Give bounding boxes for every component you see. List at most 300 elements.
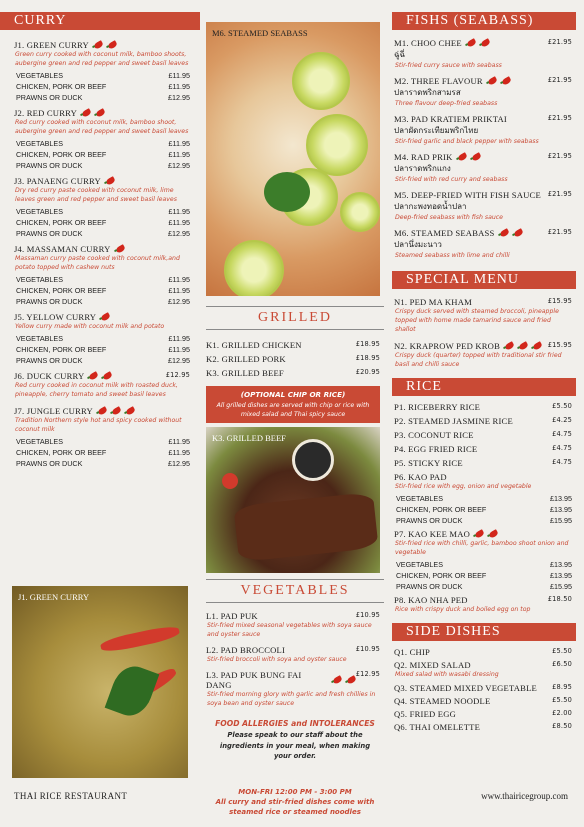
menu-item-name-wrap [394, 228, 523, 238]
grilled-item[interactable] [206, 354, 380, 364]
menu-item-name: P8. KAO NHA PED [394, 594, 468, 605]
menu-item-name-wrap [394, 472, 447, 482]
menu-item-price: £10.95 [355, 645, 380, 654]
menu-item-title-row [394, 696, 572, 706]
menu-item[interactable] [390, 595, 584, 615]
menu-item-description: Stir-fried with red curry and seabass [395, 175, 508, 183]
menu-item-name: N1. PED MA KHAM [394, 296, 472, 307]
chili-icon [466, 38, 477, 48]
menu-option-price: £13.95 [550, 493, 572, 503]
chili-icon [100, 312, 111, 322]
menu-item-title-row [394, 709, 572, 719]
menu-item-title-row [394, 529, 572, 539]
menu-item-name-wrap [206, 611, 258, 621]
menu-option-label: VEGETABLES [16, 274, 64, 284]
menu-item-description: Red curry cooked in coconut milk with roasted duck, pineapple, cherry tomato and sweet basil leaves [15, 381, 178, 398]
menu-item-thai-name: ปลาราดพริกแกง [394, 163, 451, 173]
menu-option-price: £11.95 [168, 81, 190, 91]
menu-item-description: Stir-fried broccoli with soya and oyster sauce [207, 656, 347, 664]
menu-item-name-wrap [206, 645, 285, 655]
menu-item-title-row [394, 402, 572, 412]
menu-option-label: CHICKEN, PORK OR BEEF [16, 447, 107, 457]
menu-item-description: Stir-fried garlic and black pepper with seabass [395, 137, 539, 145]
special-list [390, 297, 584, 370]
menu-item-name-wrap [14, 312, 110, 322]
menu-option-label: PRAWNS OR DUCK [16, 296, 83, 306]
menu-item-title-row [14, 244, 190, 254]
menu-item-description: Stir-fried morning glory with garlic and fresh chillies in soya bean and oyster sauce [207, 691, 376, 708]
menu-option-price: £12.95 [168, 458, 190, 468]
menu-item-name: P6. KAO PAD [394, 471, 447, 482]
chili-icon [95, 108, 106, 118]
opening-hours [200, 787, 390, 817]
menu-item-title-row [394, 430, 572, 440]
grilled-item-name: K3. GRILLED BEEF [206, 368, 284, 378]
menu-option-label: PRAWNS OR DUCK [16, 458, 83, 468]
menu-item-name: Q6. THAI OMELETTE [394, 721, 481, 732]
grilled-item-price: £18.95 [355, 354, 380, 362]
special-heading: SPECIAL MENU [392, 271, 576, 289]
right-column [390, 0, 584, 732]
menu-option-label: PRAWNS OR DUCK [396, 515, 463, 525]
grilled-item-price: £20.95 [355, 368, 380, 376]
grilled-item[interactable] [206, 368, 380, 378]
menu-option-row [394, 560, 572, 569]
menu-item-description: Crispy duck served with steamed broccoli, pineapple topped with home made tamarind sauce and fried shallot [395, 307, 559, 333]
menu-option-price: £11.95 [168, 149, 190, 159]
menu-option-label: VEGETABLES [16, 333, 64, 343]
menu-option-label: PRAWNS OR DUCK [396, 581, 463, 591]
menu-item-name: L1. PAD PUK [206, 611, 258, 622]
menu-item-name-wrap [394, 529, 498, 539]
menu-item-price: £12.95 [165, 370, 190, 379]
menu-item-name-wrap [394, 709, 456, 719]
menu-option-row [14, 297, 190, 306]
menu-item[interactable] [390, 297, 584, 335]
website-link[interactable]: www.thairicegroup.com [481, 791, 568, 801]
menu-item-name: P1. RICEBERRY RICE [394, 401, 481, 412]
menu-item-price: £21.95 [547, 151, 572, 160]
menu-item-name: M6. STEAMED SEABASS [394, 227, 495, 238]
grilled-heading: GRILLED [206, 306, 384, 330]
menu-option-row [14, 82, 190, 91]
menu-option-row [14, 345, 190, 354]
menu-option-label: CHICKEN, PORK OR BEEF [16, 217, 107, 227]
chili-icon [518, 341, 529, 351]
chili-icon [499, 228, 510, 238]
menu-option-price: £11.95 [168, 344, 190, 354]
menu-option-price: £11.95 [168, 285, 190, 295]
menu-item-title-row [394, 444, 572, 454]
menu-item-name: J3. PANAENG CURRY [14, 175, 101, 186]
sides-heading: SIDE DISHES [392, 623, 576, 641]
menu-item-description: Stir-fried curry sauce with seabass [395, 62, 502, 69]
menu-item-description: Red curry cooked with coconut milk, bamboo shoot, aubergine green and red pepper and sweet basil leaves [15, 118, 189, 135]
menu-item-name-wrap [394, 647, 430, 657]
menu-item-description: Dry red curry paste cooked with coconut milk, lime leaves green and red pepper and sweet basil leaves [15, 186, 177, 203]
menu-item-thai-name: ฉู่ฉี่ [394, 50, 405, 59]
menu-item-description: Stir-fried mixed seasonal vegetables with soya sauce and oyster sauce [207, 622, 372, 639]
menu-option-label: VEGETABLES [16, 436, 64, 446]
menu-item-title-row [14, 108, 190, 118]
menu-option-row [14, 459, 190, 468]
menu-item[interactable] [390, 722, 584, 732]
menu-option-row [394, 571, 572, 580]
menu-item-name-wrap [394, 341, 542, 351]
chili-icon [97, 406, 108, 416]
menu-option-label: CHICKEN, PORK OR BEEF [16, 344, 107, 354]
grilled-item-name: K2. GRILLED PORK [206, 354, 286, 364]
menu-item[interactable] [200, 645, 390, 665]
chili-icon [102, 371, 113, 381]
rice-heading: RICE [392, 378, 576, 396]
chili-icon [111, 406, 122, 416]
footer [0, 785, 584, 827]
menu-item-title-row [394, 722, 572, 732]
menu-option-row [394, 582, 572, 591]
menu-item-name-wrap [14, 108, 105, 118]
steamed-seabass-photo [206, 22, 380, 296]
menu-option-price: £11.95 [168, 447, 190, 457]
menu-option-row [14, 437, 190, 446]
menu-option-label: VEGETABLES [16, 138, 64, 148]
grilled-item-name: K1. GRILLED CHICKEN [206, 340, 302, 350]
menu-option-label: CHICKEN, PORK OR BEEF [396, 504, 487, 514]
menu-item-price: £5.50 [552, 695, 572, 704]
menu-item-title-row [394, 114, 572, 124]
menu-item[interactable] [390, 114, 584, 147]
menu-item-price: £8.50 [552, 721, 572, 730]
chili-icon [501, 76, 512, 86]
menu-item-price: £10.95 [355, 611, 380, 620]
menu-item-description: Massaman curry paste cooked with coconut milk,and potato topped with cashew nuts [15, 254, 180, 271]
menu-item-price: £12.95 [355, 670, 380, 679]
menu-item-title-row [394, 152, 572, 162]
menu-item-name-wrap [14, 371, 112, 381]
menu-item-name: Q5. FRIED EGG [394, 708, 457, 719]
menu-item-title-row [394, 683, 572, 693]
menu-item-name: M4. RAD PRIK [394, 151, 453, 162]
menu-item-price: £4.75 [552, 443, 572, 452]
menu-option-price: £12.95 [168, 296, 190, 306]
grilled-note-body: All grilled dishes are served with chip or rice with mixed salad and Thai spicy sauce [216, 401, 370, 419]
menu-item-name: J2. RED CURRY [14, 107, 78, 118]
menu-item-thai-name: ปลากะพงทอดน้ำปลา [394, 201, 467, 211]
menu-item-title-row [394, 595, 572, 605]
menu-item-price: £8.95 [552, 682, 572, 691]
menu-item-title-row [206, 645, 380, 655]
menu-item-price: £21.95 [547, 38, 572, 46]
menu-item-name: Q4. STEAMED NOODLE [394, 695, 491, 706]
menu-option-price: £11.95 [168, 217, 190, 227]
menu-item-name-wrap [394, 114, 507, 124]
menu-option-row [14, 356, 190, 365]
middle-column [200, 0, 390, 761]
curry-list [0, 40, 200, 468]
menu-item[interactable] [0, 176, 200, 238]
menu-item-name-wrap [394, 152, 481, 162]
menu-item-name: P4. EGG FRIED RICE [394, 443, 478, 454]
opening-hours-text: MON-FRI 12:00 PM - 3:00 PM [238, 788, 352, 796]
menu-item-name: Q1. CHIP [394, 646, 430, 657]
menu-item[interactable] [390, 76, 584, 109]
menu-option-row [14, 229, 190, 238]
menu-option-label: VEGETABLES [16, 206, 64, 216]
menu-option-row [14, 93, 190, 102]
menu-item-name-wrap [206, 670, 356, 690]
menu-option-price: £11.95 [168, 436, 190, 446]
grilled-item-price: £18.95 [355, 340, 380, 348]
menu-item-description: Rice with crispy duck and boiled egg on top [395, 605, 531, 613]
menu-item-name-wrap [394, 430, 474, 440]
menu-option-row [14, 218, 190, 227]
menu-item-name-wrap [394, 696, 490, 706]
curry-column [0, 0, 200, 468]
menu-item[interactable] [390, 709, 584, 719]
menu-item[interactable] [0, 312, 200, 365]
menu-item-name-wrap [394, 76, 511, 86]
green-curry-photo [12, 586, 188, 778]
menu-item[interactable] [0, 406, 200, 468]
menu-item-name-wrap [394, 297, 472, 307]
menu-item-name-wrap [394, 458, 463, 468]
menu-item-description: Crispy duck (quarter) topped with traditional stir fried basil and chilli sauce [395, 351, 562, 368]
menu-item-name: M5. DEEP-FRIED WITH FISH SAUCE [394, 189, 541, 200]
menu-option-price: £13.95 [550, 559, 572, 569]
grilled-list [200, 330, 390, 378]
menu-item-price: £18.50 [547, 594, 572, 603]
menu-item-name-wrap [14, 244, 125, 254]
chili-icon [81, 108, 92, 118]
menu-item-name-wrap [394, 444, 477, 454]
menu-item-name-wrap [394, 402, 480, 412]
menu-item[interactable] [390, 472, 584, 525]
menu-item-price: £5.50 [552, 401, 572, 410]
menu-option-label: PRAWNS OR DUCK [16, 228, 83, 238]
menu-item-name-wrap [14, 406, 135, 416]
menu-item-price: £21.95 [547, 227, 572, 236]
menu-item-name: M2. THREE FLAVOUR [394, 75, 483, 86]
menu-option-price: £15.95 [550, 515, 572, 525]
menu-option-row [14, 161, 190, 170]
chili-icon [107, 40, 118, 50]
menu-option-price: £12.95 [168, 228, 190, 238]
grilled-beef-photo-label: K3. GRILLED BEEF [212, 433, 286, 444]
fish-heading: FISHS (SEABASS) [392, 12, 576, 30]
chili-icon [488, 529, 499, 539]
menu-item-price: £2.00 [552, 708, 572, 717]
menu-item-name: Q2. MIXED SALAD [394, 659, 471, 670]
menu-item[interactable] [390, 341, 584, 370]
menu-item-name: M1. CHOO CHEE [394, 38, 462, 48]
menu-item-price: £6.50 [552, 659, 572, 668]
vegetables-list [200, 611, 390, 709]
menu-item[interactable] [0, 244, 200, 306]
menu-item-name-wrap [394, 660, 471, 670]
menu-item[interactable] [0, 108, 200, 170]
menu-item[interactable] [390, 683, 584, 693]
menu-item[interactable] [200, 670, 390, 709]
menu-option-price: £13.95 [550, 570, 572, 580]
menu-option-label: CHICKEN, PORK OR BEEF [396, 570, 487, 580]
menu-item[interactable] [390, 444, 584, 454]
menu-item-name: P7. KAO KEE MAO [394, 528, 471, 539]
menu-option-label: VEGETABLES [396, 493, 444, 503]
menu-option-row [14, 286, 190, 295]
menu-item-title-row [394, 190, 572, 200]
menu-item-price: £4.75 [552, 457, 572, 466]
chili-icon [480, 38, 491, 48]
chili-icon [532, 341, 543, 351]
menu-item-title-row [14, 371, 190, 381]
menu-item-price: £5.50 [552, 646, 572, 655]
menu-option-price: £12.95 [168, 92, 190, 102]
menu-option-label: VEGETABLES [396, 559, 444, 569]
menu-item-title-row [206, 611, 380, 621]
menu-item-title-row [394, 228, 572, 238]
fish-list [390, 38, 584, 261]
menu-item-name-wrap [394, 595, 468, 605]
menu-item-description: Three flavour deep-fried seabass [395, 99, 498, 107]
menu-option-row [394, 505, 572, 514]
grilled-beef-photo [206, 427, 380, 573]
restaurant-name: THAI RICE RESTAURANT [14, 791, 128, 801]
menu-item[interactable] [0, 371, 200, 400]
menu-option-row [14, 150, 190, 159]
menu-item-description: Steamed seabass with lime and chilli [395, 251, 510, 259]
menu-option-row [14, 139, 190, 148]
allergy-body: Please speak to our staff about the ingredients in your meal, when making your order. [219, 731, 371, 760]
menu-item[interactable] [390, 430, 584, 440]
menu-option-label: CHICKEN, PORK OR BEEF [16, 285, 107, 295]
green-curry-photo-label: J1. GREEN CURRY [18, 592, 90, 602]
vegetables-heading: VEGETABLES [206, 579, 384, 603]
chili-icon [487, 76, 498, 86]
chili-icon [474, 529, 485, 539]
menu-item-price: £21.95 [547, 113, 572, 122]
chili-icon [504, 341, 515, 351]
menu-option-price: £13.95 [550, 504, 572, 514]
menu-option-label: PRAWNS OR DUCK [16, 355, 83, 365]
menu-item-thai-name: ปลานึ่งมะนาว [394, 239, 442, 249]
menu-option-price: £11.95 [168, 274, 190, 284]
menu-item-title-row [394, 647, 572, 657]
menu-item-title-row [394, 76, 572, 86]
menu-item-description: Stir-fried rice with chilli, garlic, bamboo shoot onion and vegetable [395, 539, 569, 556]
menu-option-price: £15.95 [550, 581, 572, 591]
menu-item[interactable] [390, 228, 584, 261]
menu-item-name: J7. JUNGLE CURRY [14, 405, 93, 416]
menu-item-name: J1. GREEN CURRY [14, 40, 89, 50]
menu-option-label: PRAWNS OR DUCK [16, 160, 83, 170]
menu-item-name: L2. PAD BROCCOLI [206, 645, 286, 656]
chili-icon [332, 676, 343, 686]
menu-option-row [14, 207, 190, 216]
menu-item[interactable] [390, 660, 584, 680]
menu-item[interactable] [390, 152, 584, 185]
menu-item[interactable] [390, 38, 584, 71]
menu-item-name: Q3. STEAMED MIXED VEGETABLE [394, 682, 537, 693]
menu-item-name-wrap [394, 38, 490, 48]
menu-item-name-wrap [394, 722, 480, 732]
menu-item[interactable] [390, 458, 584, 468]
menu-item-price: £15.95 [547, 296, 572, 305]
menu-item-title-row [394, 416, 572, 426]
menu-item-thai-name: ปลาราดพริกสามรส [394, 87, 461, 97]
menu-option-price: £11.95 [168, 70, 190, 80]
menu-option-price: £12.95 [168, 160, 190, 170]
menu-option-price: £11.95 [168, 138, 190, 148]
menu-item[interactable] [0, 40, 200, 102]
menu-item[interactable] [390, 402, 584, 412]
menu-item[interactable] [390, 416, 584, 426]
menu-item[interactable] [390, 647, 584, 657]
menu-item[interactable] [390, 696, 584, 706]
sides-list [390, 647, 584, 732]
menu-item-price: £4.75 [552, 429, 572, 438]
menu-item-title-row [394, 38, 572, 48]
menu-item-name: J5. YELLOW CURRY [14, 311, 97, 322]
menu-item-name-wrap [394, 190, 541, 200]
menu-option-label: PRAWNS OR DUCK [16, 92, 83, 102]
menu-option-label: CHICKEN, PORK OR BEEF [16, 149, 107, 159]
menu-item-title-row [14, 312, 190, 322]
menu-item-name: J4. MASSAMAN CURRY [14, 243, 111, 254]
menu-option-row [394, 516, 572, 525]
menu-item-title-row [394, 458, 572, 468]
menu-item-description: Yellow curry made with coconut milk and potato [15, 322, 165, 330]
menu-item-title-row [394, 297, 572, 307]
rice-list [390, 402, 584, 615]
chili-icon [93, 40, 104, 50]
menu-item-price: £15.95 [547, 340, 572, 349]
menu-item-name-wrap [14, 40, 117, 50]
menu-item-name: J6. DUCK CURRY [14, 370, 85, 381]
menu-option-price: £11.95 [168, 333, 190, 343]
menu-item-description: Tradition Northern style hot and spicy cooked without coconut milk [15, 416, 182, 433]
menu-item-thai-name: ปลาผัดกระเทียมพริกไทย [394, 125, 479, 135]
menu-item-description: Green curry cooked with coconut milk, bamboo shoots, aubergine green and red pepper and sweet basil leaves [15, 51, 189, 67]
menu-item-name: P3. COCONUT RICE [394, 429, 474, 440]
menu-item-name: P5. STICKY RICE [394, 457, 463, 468]
chili-icon [471, 152, 482, 162]
menu-item-price: £21.95 [547, 189, 572, 198]
menu-option-label: VEGETABLES [16, 70, 64, 80]
menu-option-price: £11.95 [168, 206, 190, 216]
menu-item-title-row [14, 40, 190, 50]
menu-item-title-row [394, 341, 572, 351]
menu-option-row [14, 71, 190, 80]
menu-item[interactable] [390, 190, 584, 223]
grilled-item[interactable] [206, 340, 380, 350]
menu-option-price: £12.95 [168, 355, 190, 365]
menu-item-description: Deep-fried seabass with fish sauce [395, 213, 503, 221]
menu-item[interactable] [390, 529, 584, 591]
chili-icon [346, 676, 357, 686]
curry-heading: CURRY [0, 12, 200, 30]
menu-option-row [14, 448, 190, 457]
menu-item-title-row [394, 472, 572, 482]
menu-item-title-row [14, 406, 190, 416]
chili-icon [457, 152, 468, 162]
menu-option-label: CHICKEN, PORK OR BEEF [16, 81, 107, 91]
menu-item[interactable] [200, 611, 390, 640]
menu-item-price: £21.95 [547, 75, 572, 84]
grilled-note [206, 386, 380, 423]
menu-item-name: L3. PAD PUK BUNG FAI DANG [206, 670, 302, 691]
menu-item-description: Mixed salad with wasabi dressing [395, 670, 499, 678]
menu-item-price: £4.25 [552, 415, 572, 424]
